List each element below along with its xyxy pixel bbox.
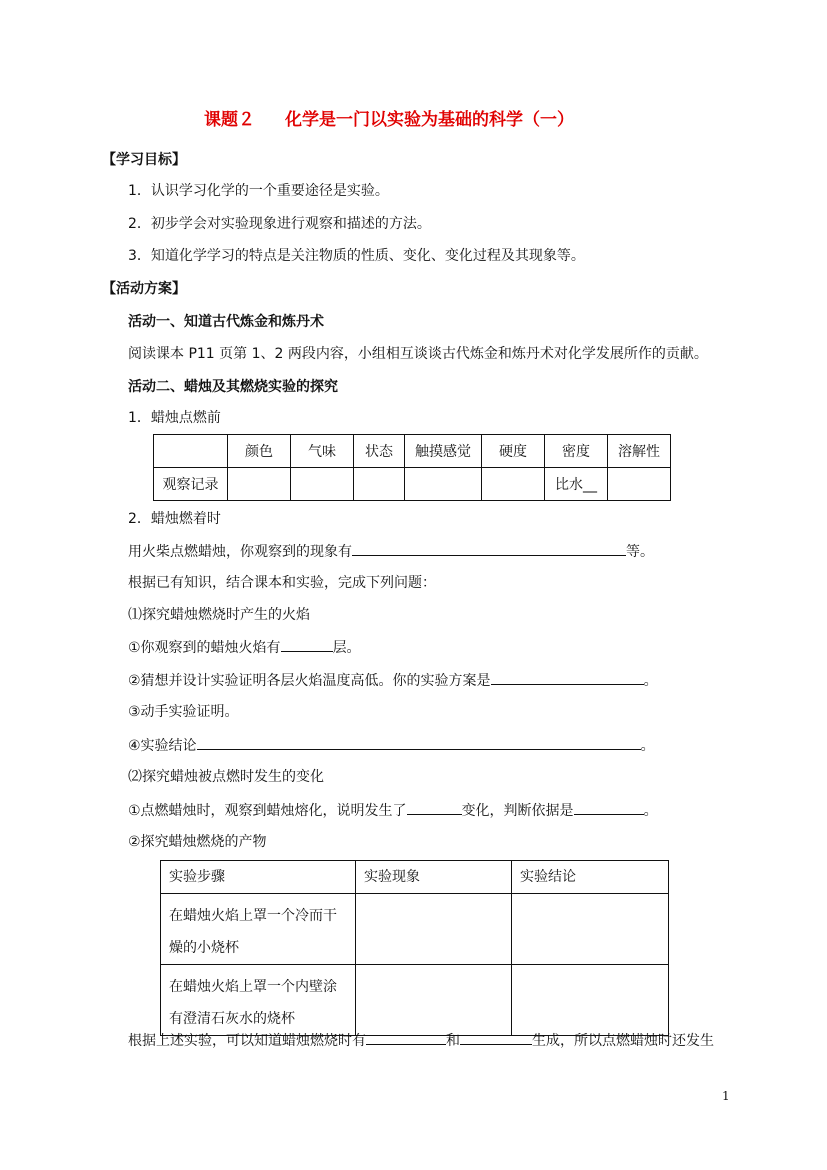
table-row [154, 468, 671, 501]
table-cell [291, 468, 354, 501]
question-1-4-end: 。 [640, 738, 655, 754]
page-number: 1 [722, 1089, 730, 1103]
product-experiment-table [160, 860, 669, 1036]
final-end: 生成，所以点燃蜡烛时还发生 [532, 1033, 714, 1049]
question-1-2-end: 。 [643, 673, 658, 689]
goal-item-3: 3．知道化学学习的特点是关注物质的性质、变化、变化过程及其现象等。 [128, 248, 585, 264]
answer-blank[interactable] [197, 735, 641, 750]
question-1-4-text: ④实验结论 [128, 738, 197, 754]
answer-blank[interactable] [281, 637, 333, 652]
table-cell [512, 894, 669, 965]
question-1-1 [128, 637, 361, 658]
table-header-cell: 颜色 [228, 435, 291, 468]
table-header-cell [154, 435, 228, 468]
table-cell [608, 468, 671, 501]
table-cell [512, 965, 669, 1036]
question-1-1-text: ①你观察到的蜡烛火焰有 [128, 640, 281, 656]
table-header-cell: 硬度 [482, 435, 545, 468]
goal-item-1: 1．认识学习化学的一个重要途径是实验。 [128, 183, 389, 199]
answer-blank[interactable] [366, 1030, 446, 1045]
title-prefix: 课题２ [204, 110, 255, 130]
table-header-cell: 实验步骤 [161, 861, 356, 894]
question-1: ⑴探究蜡烛燃烧时产生的火焰 [128, 607, 310, 623]
question-1-2-text: ②猜想并设计实验证明各层火焰温度高低。你的实验方案是 [128, 673, 491, 689]
step2-label: 2．蜡烛燃着时 [128, 511, 221, 527]
question-2-1-mid: 变化，判断依据是 [461, 803, 574, 819]
observation-table [153, 434, 671, 501]
table-cell: 在蜡烛火焰上罩一个冷而干燥的小烧杯 [161, 894, 356, 965]
page-title [204, 108, 574, 132]
title-main: 化学是一门以实验为基础的科学（一） [285, 110, 574, 130]
table-cell [482, 468, 545, 501]
table-header-cell: 状态 [354, 435, 405, 468]
table-header-cell: 实验结论 [512, 861, 669, 894]
table-cell [356, 894, 512, 965]
table-row [161, 965, 669, 1036]
final-mid: 和 [446, 1033, 460, 1049]
question-1-3: ③动手实验证明。 [128, 704, 239, 720]
question-2-1-text: ①点燃蜡烛时，观察到蜡烛熔化，说明发生了 [128, 803, 407, 819]
answer-blank[interactable] [460, 1030, 532, 1045]
table-header-cell: 气味 [291, 435, 354, 468]
fire-observation-text: 用火柴点燃蜡烛，你观察到的现象有 [128, 544, 352, 560]
answer-blank[interactable] [352, 541, 626, 556]
answer-blank[interactable] [491, 670, 644, 685]
activity1-title: 活动一、知道古代炼金和炼丹术 [128, 314, 324, 330]
question-1-2 [128, 670, 658, 691]
final-line [128, 1030, 714, 1051]
table-cell [354, 468, 405, 501]
instruction-line: 根据已有知识，结合课本和实验，完成下列问题： [128, 575, 436, 591]
table-cell [405, 468, 482, 501]
fire-observation-line [128, 541, 654, 562]
answer-blank[interactable] [574, 800, 644, 815]
table-header-cell: 触摸感觉 [405, 435, 482, 468]
table-header-cell: 溶解性 [608, 435, 671, 468]
goal-item-2: 2．初步学会对实验现象进行观察和描述的方法。 [128, 216, 431, 232]
table-cell: 观察记录 [154, 468, 228, 501]
table-header-row [154, 435, 671, 468]
question-2-1 [128, 800, 658, 821]
activity2-title: 活动二、蜡烛及其燃烧实验的探究 [128, 379, 338, 395]
table-header-cell: 实验现象 [356, 861, 512, 894]
fire-observation-end: 等。 [626, 544, 654, 560]
question-2-2: ②探究蜡烛燃烧的产物 [128, 834, 267, 850]
goals-header: 【学习目标】 [102, 152, 186, 168]
table-header-cell: 密度 [545, 435, 608, 468]
question-1-1-end: 层。 [332, 640, 361, 656]
plan-header: 【活动方案】 [102, 281, 186, 297]
question-1-4 [128, 735, 655, 756]
question-2-1-end: 。 [643, 803, 658, 819]
table-cell [228, 468, 291, 501]
final-text: 根据上述实验，可以知道蜡烛燃烧时有 [128, 1033, 366, 1049]
answer-blank[interactable] [407, 800, 462, 815]
table-cell: 比水__ [545, 468, 608, 501]
step1-label: 1．蜡烛点燃前 [128, 410, 221, 426]
table-header-row [161, 861, 669, 894]
question-2: ⑵探究蜡烛被点燃时发生的变化 [128, 769, 324, 785]
table-cell: 在蜡烛火焰上罩一个内壁涂有澄清石灰水的烧杯 [161, 965, 356, 1036]
table-cell [356, 965, 512, 1036]
activity1-text: 阅读课本 P11 页第 1、2 两段内容，小组相互谈谈古代炼金和炼丹术对化学发展所作的贡献。 [128, 346, 708, 362]
table-row [161, 894, 669, 965]
